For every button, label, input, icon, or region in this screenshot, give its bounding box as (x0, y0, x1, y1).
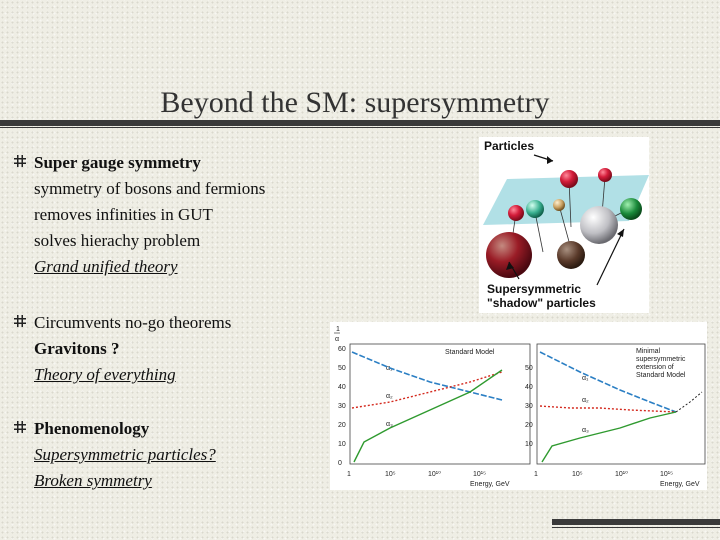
alpha3-line-sm (354, 370, 502, 462)
y-axis-label: 1 (336, 326, 340, 333)
y-tick: 60 (338, 346, 346, 353)
bullet-marker-icon (14, 421, 26, 433)
x-tick: 10¹⁰ (615, 471, 628, 478)
y-tick: 50 (525, 365, 533, 372)
alpha2-line-sm (352, 372, 502, 408)
bullet-line: removes infinities in GUT (34, 205, 213, 224)
series-label: α₂ (386, 393, 393, 400)
particle-icon (560, 170, 578, 188)
bullet-line: symmetry of bosons and fermions (34, 179, 266, 198)
x-tick: 1 (534, 471, 538, 478)
x-tick: 10⁵ (385, 471, 396, 478)
bullet-line: Circumvents no-go theorems (34, 313, 232, 332)
particle-icon (557, 241, 585, 269)
particle-icon (598, 168, 612, 182)
series-label: α₁ (582, 375, 589, 382)
shadow-label: "shadow" particles (487, 296, 596, 310)
alpha2-line-mssm (540, 406, 676, 412)
particles-figure (479, 137, 649, 313)
right-panel-label: Minimal (636, 348, 661, 355)
series-label: α₂ (582, 397, 589, 404)
bullet-line: Gravitons ? (34, 339, 120, 358)
x-axis-label: Energy, GeV (470, 481, 510, 488)
left-panel-label: Standard Model (445, 349, 495, 356)
bullet-marker-icon (14, 155, 26, 167)
y-tick: 40 (525, 384, 533, 391)
right-panel-label: extension of (636, 364, 674, 371)
x-tick: 10¹⁵ (473, 471, 487, 478)
footer-rule-thin (552, 527, 720, 528)
footer-rule (552, 519, 720, 525)
series-label: α₃ (386, 421, 393, 428)
x-tick: 10¹⁵ (660, 471, 674, 478)
particle-icon (526, 200, 544, 218)
bullet-link[interactable]: Broken symmetry (34, 471, 152, 490)
right-panel-label: supersymmetric (636, 356, 686, 363)
y-tick: 30 (525, 403, 533, 410)
bullet-line: Super gauge symmetry (34, 153, 201, 172)
particle-icon (620, 198, 642, 220)
bullet-line: solves hierachy problem (34, 231, 201, 250)
y-tick: 20 (338, 422, 346, 429)
alpha3-line-mssm (542, 412, 676, 462)
unification-line (676, 392, 702, 412)
bullet-link[interactable]: Supersymmetric particles? (34, 445, 216, 464)
particle-icon (508, 205, 524, 221)
x-tick: 10⁵ (572, 471, 583, 478)
particle-icon (580, 206, 618, 244)
title-rule (0, 120, 720, 130)
bullet-link[interactable]: Grand unified theory (34, 257, 178, 276)
particles-label: Particles (484, 139, 535, 153)
x-tick: 10¹⁰ (428, 471, 441, 478)
x-axis-label: Energy, GeV (660, 481, 700, 488)
y-tick: 40 (338, 384, 346, 391)
coupling-figure (330, 322, 707, 490)
y-axis-label: α (335, 336, 340, 343)
series-label: α₁ (386, 365, 393, 372)
slide-title: Beyond the SM: supersymmetry (160, 86, 550, 119)
bullet-link[interactable]: Theory of everything (34, 365, 176, 384)
right-panel-label: Standard Model (636, 372, 686, 379)
y-tick: 30 (338, 403, 346, 410)
particle-icon (553, 199, 565, 211)
y-tick: 50 (338, 365, 346, 372)
x-tick: 1 (347, 471, 351, 478)
y-tick: 10 (338, 441, 346, 448)
bullet-line: Phenomenology (34, 419, 150, 438)
y-tick: 20 (525, 422, 533, 429)
series-label: α₃ (582, 427, 589, 434)
shadow-label: Supersymmetric (487, 282, 582, 296)
bullet-marker-icon (14, 315, 26, 327)
particle-icon (486, 232, 532, 278)
y-tick: 10 (525, 441, 533, 448)
y-tick: 0 (338, 460, 342, 467)
